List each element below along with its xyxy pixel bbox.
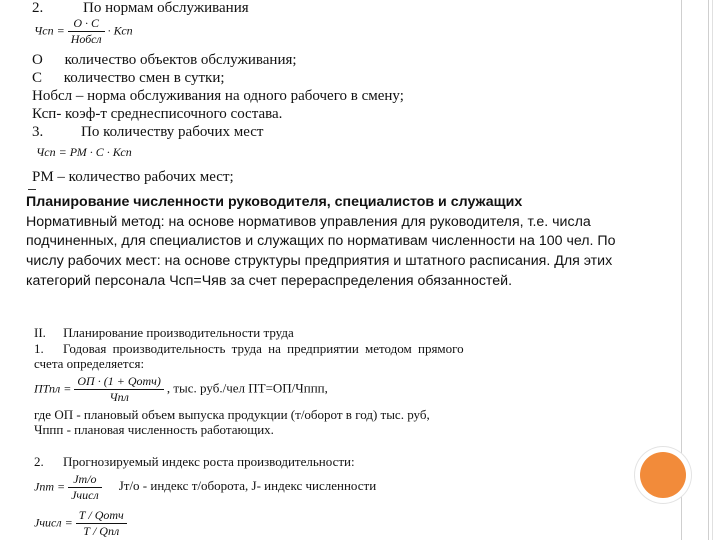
definition-workplaces: РМ – количество рабочих мест; — [32, 169, 234, 185]
decorative-circle — [640, 452, 686, 498]
item-text-continued: счета определяется: — [34, 356, 145, 371]
formula-productivity-index — [34, 472, 376, 503]
section-title: По нормам обслуживания — [83, 0, 249, 16]
formula-labor-productivity — [34, 374, 328, 405]
section-2-heading — [32, 0, 249, 17]
fraction-numerator: ОП · (1 + Qотч) — [74, 374, 163, 390]
formula-lhs: Чсп = — [34, 23, 65, 38]
formula-lhs: Jпт = — [34, 479, 66, 494]
fraction-denominator: Чпл — [109, 390, 129, 404]
item-number: 1. — [34, 341, 44, 356]
section-title: Планирование производительности труда — [63, 325, 294, 340]
symbol: С — [32, 70, 43, 86]
item-text: Прогнозируемый индекс роста производительности: — [63, 454, 355, 469]
section-3-heading — [32, 124, 264, 141]
definition-output: где ОП - плановый объем выпуска продукции (т/оборот в год) тыс. руб, — [34, 407, 430, 422]
fraction-denominator: Т / Qпл — [83, 524, 120, 538]
formula-tail: · Ксп — [107, 23, 133, 38]
section-number: 2. — [32, 0, 44, 16]
section-number: 3. — [32, 124, 44, 140]
formula-fraction — [68, 16, 105, 47]
item-number: 2. — [34, 454, 44, 469]
section-ii-heading — [34, 325, 294, 340]
formula-staff-by-workplaces: Чсп = РМ · С · Ксп — [36, 145, 132, 159]
fraction-numerator: Т / Qотч — [76, 508, 127, 524]
fraction-denominator: Нобсл — [70, 32, 102, 46]
section-body: Нормативный метод: на основе нормативов управления для руководителя, т.е. числа подчиненных, для специалистов и служащих по нормативам численности на 100 чел. По числу рабочих мест: на основе структуры предприятия и штатного расписания. Для этих категорий персонала Чсп=Чяв за счет перераспределения обязанностей. — [26, 213, 616, 289]
formula-lhs: Jчисл = — [34, 515, 73, 530]
item-1 — [34, 341, 464, 356]
definition-coef: Ксп- коэф-т среднесписочного состава. — [32, 106, 283, 122]
slide-frame-edge — [712, 0, 713, 540]
definition-text: количество объектов обслуживания; — [64, 52, 297, 68]
definition-norm: Нобсл – норма обслуживания на одного рабочего в смену; — [32, 88, 404, 104]
formula-headcount-index — [34, 508, 127, 539]
fraction-denominator: Jчисл — [71, 488, 99, 502]
formula-unit: , тыс. руб./чел ПТ=ОП/Чппп, — [166, 380, 328, 396]
item-text: Годовая производительность труда на предприятии методом прямого — [63, 341, 464, 356]
section-heading: Планирование численности руководителя, специалистов и служащих — [26, 194, 523, 210]
dash-mark — [28, 189, 36, 190]
symbol: О — [32, 52, 43, 68]
definition-headcount: Чппп - плановая численность работающих. — [34, 422, 274, 437]
slide-frame-right — [681, 0, 709, 540]
formula-lhs: ПТпл = — [34, 381, 72, 396]
definition-text: количество смен в сутки; — [63, 70, 225, 86]
section-number: II. — [34, 325, 46, 340]
section-title: По количеству рабочих мест — [81, 124, 264, 140]
formula-fraction — [76, 508, 127, 539]
fraction-numerator: Jт/о — [68, 472, 102, 488]
management-staff-planning-block — [26, 193, 656, 292]
formula-fraction — [74, 374, 163, 405]
definition-o — [32, 52, 297, 69]
fraction-numerator: О · С — [68, 16, 105, 32]
definition-c — [32, 70, 225, 87]
formula-fraction — [68, 472, 102, 503]
formula-note: Jт/о - индекс т/оборота, J- индекс численности — [118, 478, 377, 494]
formula-staff-by-service-norm — [34, 16, 133, 47]
item-2 — [34, 454, 355, 469]
